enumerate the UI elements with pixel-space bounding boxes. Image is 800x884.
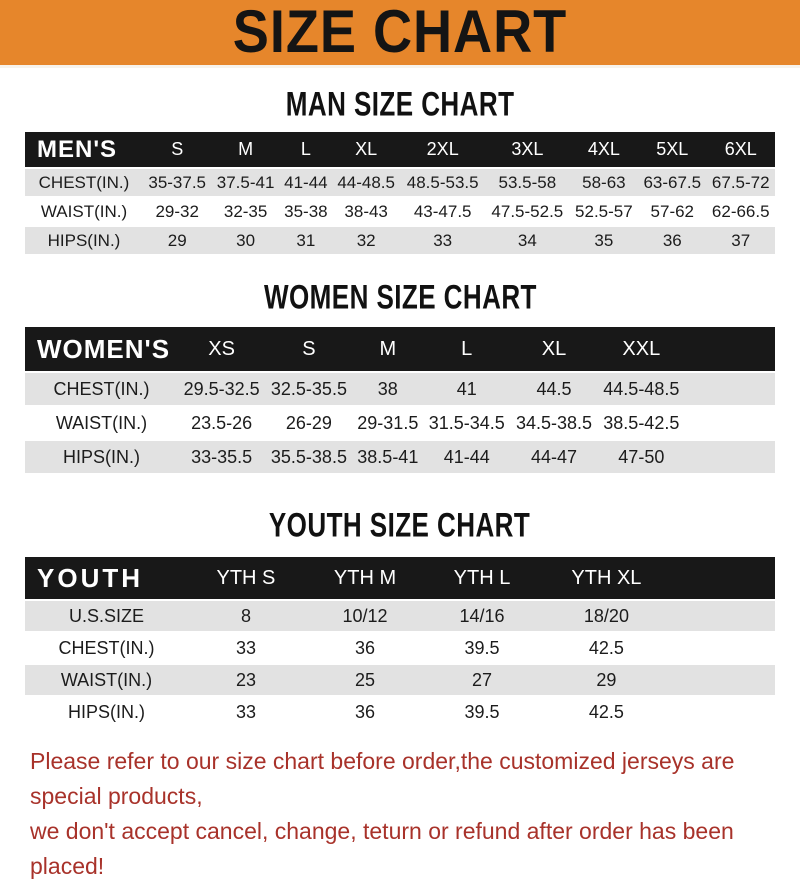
youth-size-chart-heading: YOUTH SIZE CHART (269, 504, 531, 545)
table-cell: 43-47.5 (400, 197, 485, 226)
table-cell: 32.5-35.5 (265, 372, 352, 406)
table-cell: 34 (485, 226, 570, 255)
row-label: CHEST(IN.) (25, 632, 188, 664)
youth-size-table (25, 557, 775, 729)
table-header-label: YOUTH (25, 557, 188, 600)
table-cell: 32-35 (211, 197, 279, 226)
size-column-header: XL (332, 132, 400, 168)
table-header-label: WOMEN'S (25, 327, 178, 372)
table-cell: 57-62 (638, 197, 706, 226)
table-cell: 10/12 (304, 600, 426, 632)
table-header-row (25, 132, 775, 168)
table-row (25, 664, 775, 696)
table-cell: 35.5-38.5 (265, 440, 352, 474)
table-header-row (25, 557, 775, 600)
table-row (25, 600, 775, 632)
table-cell: 26-29 (265, 406, 352, 440)
table-cell: 23.5-26 (178, 406, 265, 440)
table-cell: 36 (304, 632, 426, 664)
womens-size-table (25, 327, 775, 475)
table-cell: 32 (332, 226, 400, 255)
filler-cell (685, 440, 775, 474)
table-cell: 29-32 (143, 197, 211, 226)
filler-cell (675, 664, 775, 696)
order-policy-line-2: we don't accept cancel, change, teturn or refund after order has been placed! (30, 818, 734, 879)
table-cell: 36 (304, 696, 426, 728)
table-cell: 36 (638, 226, 706, 255)
filler-cell (675, 632, 775, 664)
table-cell: 37.5-41 (211, 168, 279, 197)
table-cell: 27 (426, 664, 538, 696)
size-column-header: 4XL (570, 132, 638, 168)
table-cell: 39.5 (426, 696, 538, 728)
table-row (25, 168, 775, 197)
table-cell: 47-50 (598, 440, 685, 474)
table-cell: 67.5-72 (706, 168, 775, 197)
row-label: U.S.SIZE (25, 600, 188, 632)
table-cell: 47.5-52.5 (485, 197, 570, 226)
table-header-row (25, 327, 775, 372)
table-cell: 41 (423, 372, 510, 406)
size-column-header: 2XL (400, 132, 485, 168)
row-label: WAIST(IN.) (25, 664, 188, 696)
table-row (25, 226, 775, 255)
size-column-header: M (211, 132, 279, 168)
size-chart-banner (0, 0, 800, 68)
table-row (25, 696, 775, 728)
table-cell: 38.5-42.5 (598, 406, 685, 440)
order-policy-note (30, 744, 800, 884)
filler-cell (675, 696, 775, 728)
table-cell: 44.5-48.5 (598, 372, 685, 406)
table-cell: 53.5-58 (485, 168, 570, 197)
table-cell: 35-37.5 (143, 168, 211, 197)
size-column-header: XS (178, 327, 265, 372)
filler-cell (675, 600, 775, 632)
size-column-header: 6XL (706, 132, 775, 168)
filler-cell (675, 557, 775, 600)
size-column-header: L (423, 327, 510, 372)
table-cell: 38.5-41 (353, 440, 424, 474)
table-cell: 35 (570, 226, 638, 255)
size-column-header: XL (510, 327, 597, 372)
row-label: WAIST(IN.) (25, 197, 143, 226)
banner-title: SIZE CHART (232, 0, 568, 66)
filler-cell (685, 406, 775, 440)
table-cell: 41-44 (280, 168, 332, 197)
size-column-header: XXL (598, 327, 685, 372)
table-cell: 39.5 (426, 632, 538, 664)
table-cell: 23 (188, 664, 304, 696)
filler-cell (685, 327, 775, 372)
table-cell: 18/20 (538, 600, 675, 632)
table-header-label: MEN'S (25, 132, 143, 168)
table-cell: 38-43 (332, 197, 400, 226)
women-size-chart-heading: WOMEN SIZE CHART (263, 276, 537, 317)
size-column-header: 5XL (638, 132, 706, 168)
table-cell: 38 (353, 372, 424, 406)
row-label: WAIST(IN.) (25, 406, 178, 440)
table-cell: 31 (280, 226, 332, 255)
table-cell: 41-44 (423, 440, 510, 474)
table-cell: 52.5-57 (570, 197, 638, 226)
row-label: CHEST(IN.) (25, 168, 143, 197)
man-size-chart-heading: MAN SIZE CHART (285, 83, 515, 124)
table-cell: 30 (211, 226, 279, 255)
table-cell: 58-63 (570, 168, 638, 197)
table-row (25, 632, 775, 664)
table-row (25, 406, 775, 440)
size-column-header: 3XL (485, 132, 570, 168)
table-cell: 44-48.5 (332, 168, 400, 197)
table-cell: 44-47 (510, 440, 597, 474)
table-cell: 42.5 (538, 696, 675, 728)
order-policy-line-1: Please refer to our size chart before order,the customized jerseys are special products, (30, 748, 735, 809)
row-label: HIPS(IN.) (25, 696, 188, 728)
table-cell: 33 (400, 226, 485, 255)
table-cell: 48.5-53.5 (400, 168, 485, 197)
table-cell: 33 (188, 632, 304, 664)
size-column-header: S (265, 327, 352, 372)
table-row (25, 197, 775, 226)
table-cell: 44.5 (510, 372, 597, 406)
table-cell: 62-66.5 (706, 197, 775, 226)
table-cell: 42.5 (538, 632, 675, 664)
row-label: HIPS(IN.) (25, 226, 143, 255)
table-cell: 25 (304, 664, 426, 696)
size-column-header: YTH XL (538, 557, 675, 600)
filler-cell (685, 372, 775, 406)
table-cell: 29-31.5 (353, 406, 424, 440)
table-cell: 33-35.5 (178, 440, 265, 474)
table-cell: 8 (188, 600, 304, 632)
size-column-header: YTH L (426, 557, 538, 600)
size-column-header: YTH S (188, 557, 304, 600)
table-cell: 35-38 (280, 197, 332, 226)
table-cell: 33 (188, 696, 304, 728)
table-cell: 29 (538, 664, 675, 696)
table-cell: 29.5-32.5 (178, 372, 265, 406)
table-cell: 34.5-38.5 (510, 406, 597, 440)
size-column-header: YTH M (304, 557, 426, 600)
table-cell: 63-67.5 (638, 168, 706, 197)
row-label: CHEST(IN.) (25, 372, 178, 406)
mens-size-table (25, 132, 775, 256)
table-cell: 14/16 (426, 600, 538, 632)
size-column-header: M (353, 327, 424, 372)
table-cell: 37 (706, 226, 775, 255)
table-row (25, 372, 775, 406)
table-cell: 29 (143, 226, 211, 255)
size-column-header: L (280, 132, 332, 168)
row-label: HIPS(IN.) (25, 440, 178, 474)
table-row (25, 440, 775, 474)
size-column-header: S (143, 132, 211, 168)
table-cell: 31.5-34.5 (423, 406, 510, 440)
